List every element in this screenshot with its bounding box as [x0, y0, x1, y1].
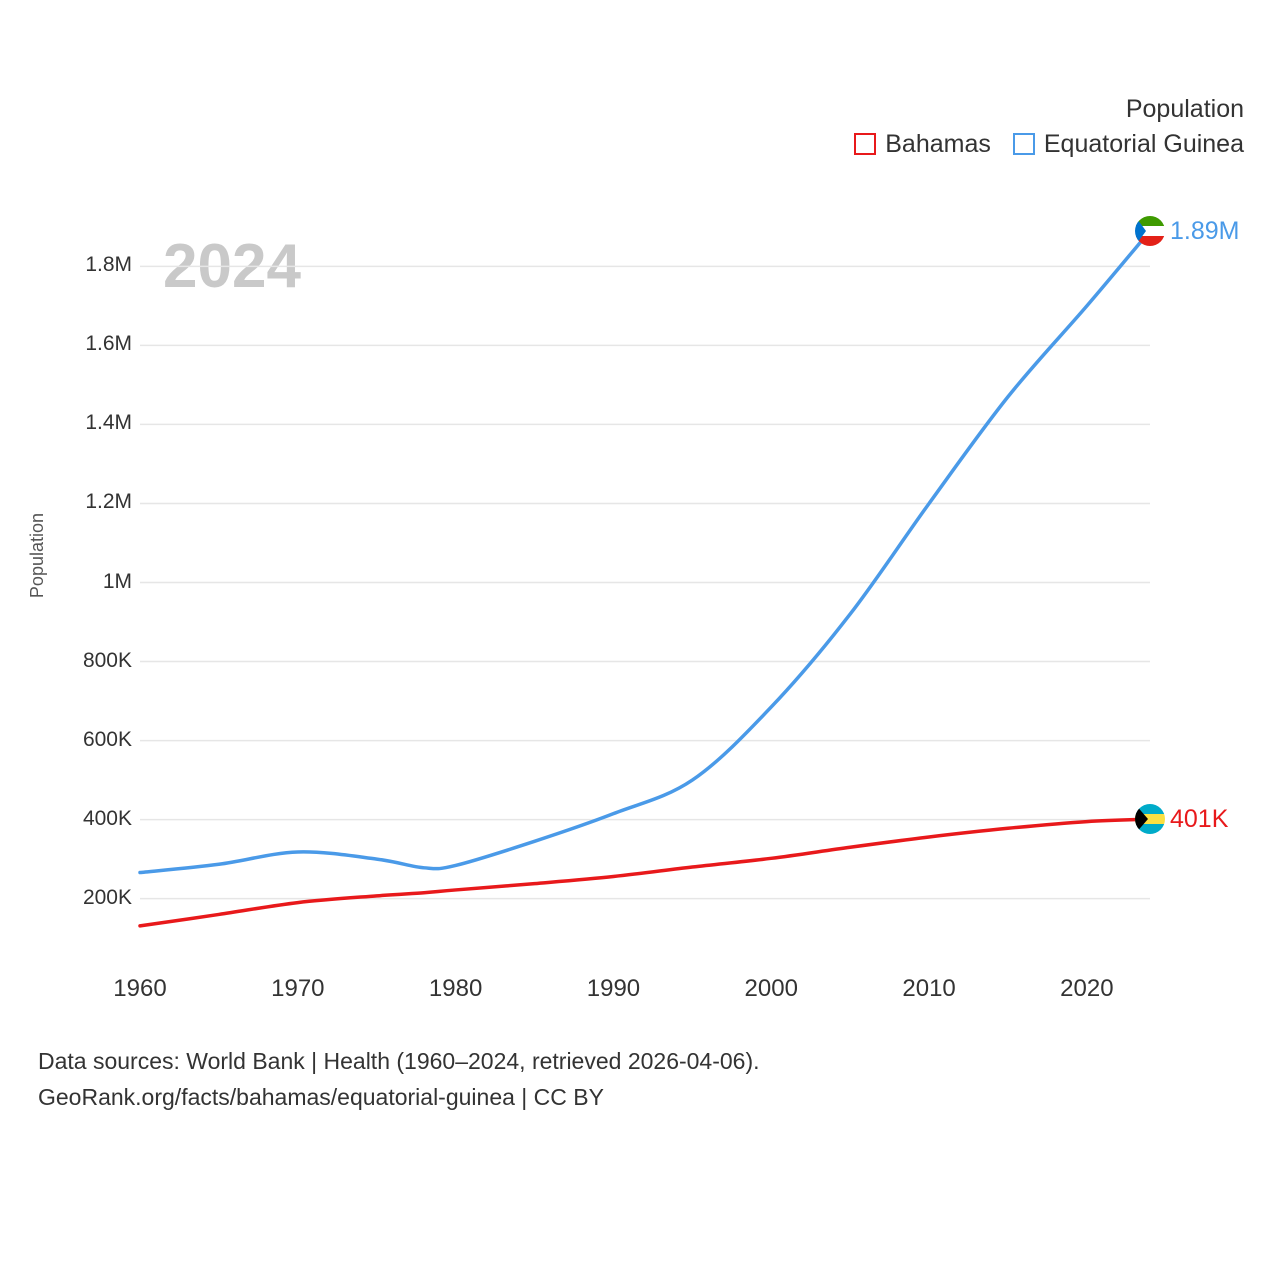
y-tick-label: 1.2M — [85, 490, 132, 514]
footer-line-2: GeoRank.org/facts/bahamas/equatorial-guinea | CC BY — [38, 1083, 604, 1110]
equatorial-guinea-flag-marker — [1135, 216, 1165, 246]
x-tick-label: 2000 — [744, 975, 798, 1002]
x-tick-label: 2020 — [1060, 975, 1114, 1002]
legend-label-bahamas: Bahamas — [885, 129, 991, 158]
y-tick-label: 1M — [102, 569, 132, 593]
x-tick-label: 1980 — [428, 975, 483, 1002]
legend-title: Population — [1125, 95, 1244, 123]
x-tick-label: 2010 — [902, 975, 956, 1002]
bahamas-end-label: 401K — [1170, 805, 1229, 834]
footer-line-1: Data sources: World Bank | Health (1960–2024, retrieved 2026-04-06). — [38, 1048, 760, 1074]
y-tick-label: 400K — [82, 806, 132, 830]
x-tick-label: 1970 — [271, 975, 325, 1002]
x-tick-label: 1960 — [113, 975, 167, 1002]
year-watermark: 2024 — [163, 232, 301, 301]
y-tick-label: 1.4M — [85, 411, 132, 435]
y-axis-title-text: Population — [27, 513, 47, 599]
y-tick-label: 1.8M — [85, 253, 132, 277]
y-tick-label: 200K — [82, 885, 132, 909]
y-tick-label: 1.6M — [85, 332, 132, 356]
bahamas-flag-marker — [1135, 804, 1165, 834]
equatorial-guinea-end-label: 1.89M — [1170, 216, 1240, 245]
legend-label-equatorial-guinea: Equatorial Guinea — [1043, 129, 1244, 158]
footer-sources — [38, 1044, 760, 1115]
y-tick-label: 600K — [82, 727, 132, 751]
y-tick-label: 800K — [82, 648, 132, 672]
x-tick-label: 1990 — [586, 975, 641, 1002]
